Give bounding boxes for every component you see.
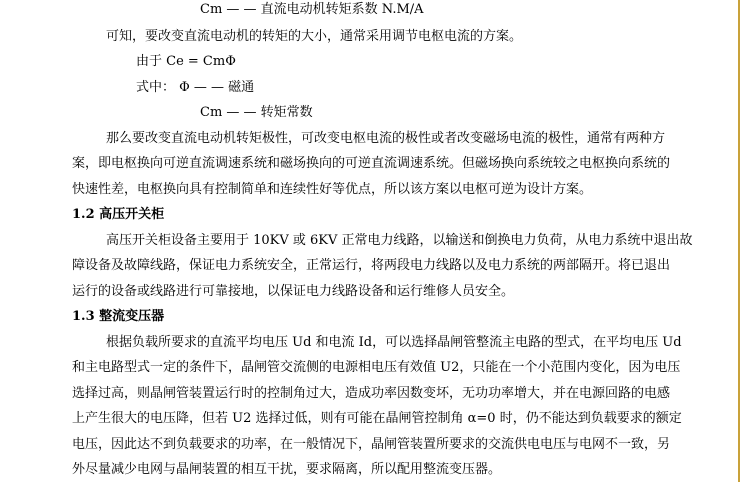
section-heading-1-2: 1.2 高压开关柜 [72, 207, 165, 222]
section-heading-1-3: 1.3 整流变压器 [72, 309, 165, 324]
paragraph-line: 障设备及故障线路，保证电力系统安全，正常运行，将两段电力线路以及电力系统的两部隔开。将已退出 [72, 258, 671, 273]
paragraph-line: 电压，因此达不到负载要求的功率，在一般情况下，晶闸管装置所要求的交流供电电压与电网不一致，另 [72, 437, 671, 452]
paragraph-line: 和主电路型式一定的条件下，晶闸管交流侧的电源相电压有效值 U2，只能在一个小范围内变化，因为电压 [72, 360, 681, 375]
paragraph-line: 案，即电枢换向可逆直流调速系统和磁场换向的可逆直流调速系统。但磁场换向系统较之电枢换向系统的 [72, 156, 671, 171]
paragraph-line: 上产生很大的电压降，但若 U2 选择过低，则有可能在晶闸管控制角 α=0 时，仍不能达到负载要求的额定 [72, 411, 682, 426]
text-line-where-flux: 式中： Φ — — 磁通 [136, 80, 255, 95]
paragraph-line: 选择过高，则晶闸管装置运行时的控制角过大，造成功率因数变坏，无功功率增大，并在电源回路的电感 [72, 386, 671, 401]
paragraph-line: 根据负载所要求的直流平均电压 Ud 和电流 Id，可以选择晶闸管整流主电路的型式，在平均电压 Ud [106, 335, 682, 350]
paragraph-line: 外尽量减少电网与晶闸装置的相互干扰，要求隔离，所以配用整流变压器。 [72, 462, 502, 477]
text-line-conclusion: 可知，要改变直流电动机的转矩的大小，通常采用调节电枢电流的方案。 [106, 29, 523, 44]
paragraph-line: 运行的设备或线路进行可靠接地，以保证电力线路设备和运行维修人员安全。 [72, 284, 515, 299]
paragraph-line: 快速性差，电枢换向具有控制简单和连续性好等优点，所以该方案以电枢可逆为设计方案。 [72, 182, 593, 197]
text-line-cm-coefficient: Cm — — 直流电动机转矩系数 N.M/A [200, 2, 424, 17]
paragraph-line: 那么要改变直流电动机转矩极性，可改变电枢电流的极性或者改变磁场电流的极性，通常有两种方 [106, 131, 666, 146]
text-line-torque-constant: Cm — — 转矩常数 [200, 105, 313, 120]
paragraph-line: 高压开关柜设备主要用于 10KV 或 6KV 正常电力线路，以输送和倒换电力负荷，从电力系统中退出故 [106, 233, 693, 248]
text-line-formula: 由于 Ce = CmΦ [136, 54, 236, 69]
